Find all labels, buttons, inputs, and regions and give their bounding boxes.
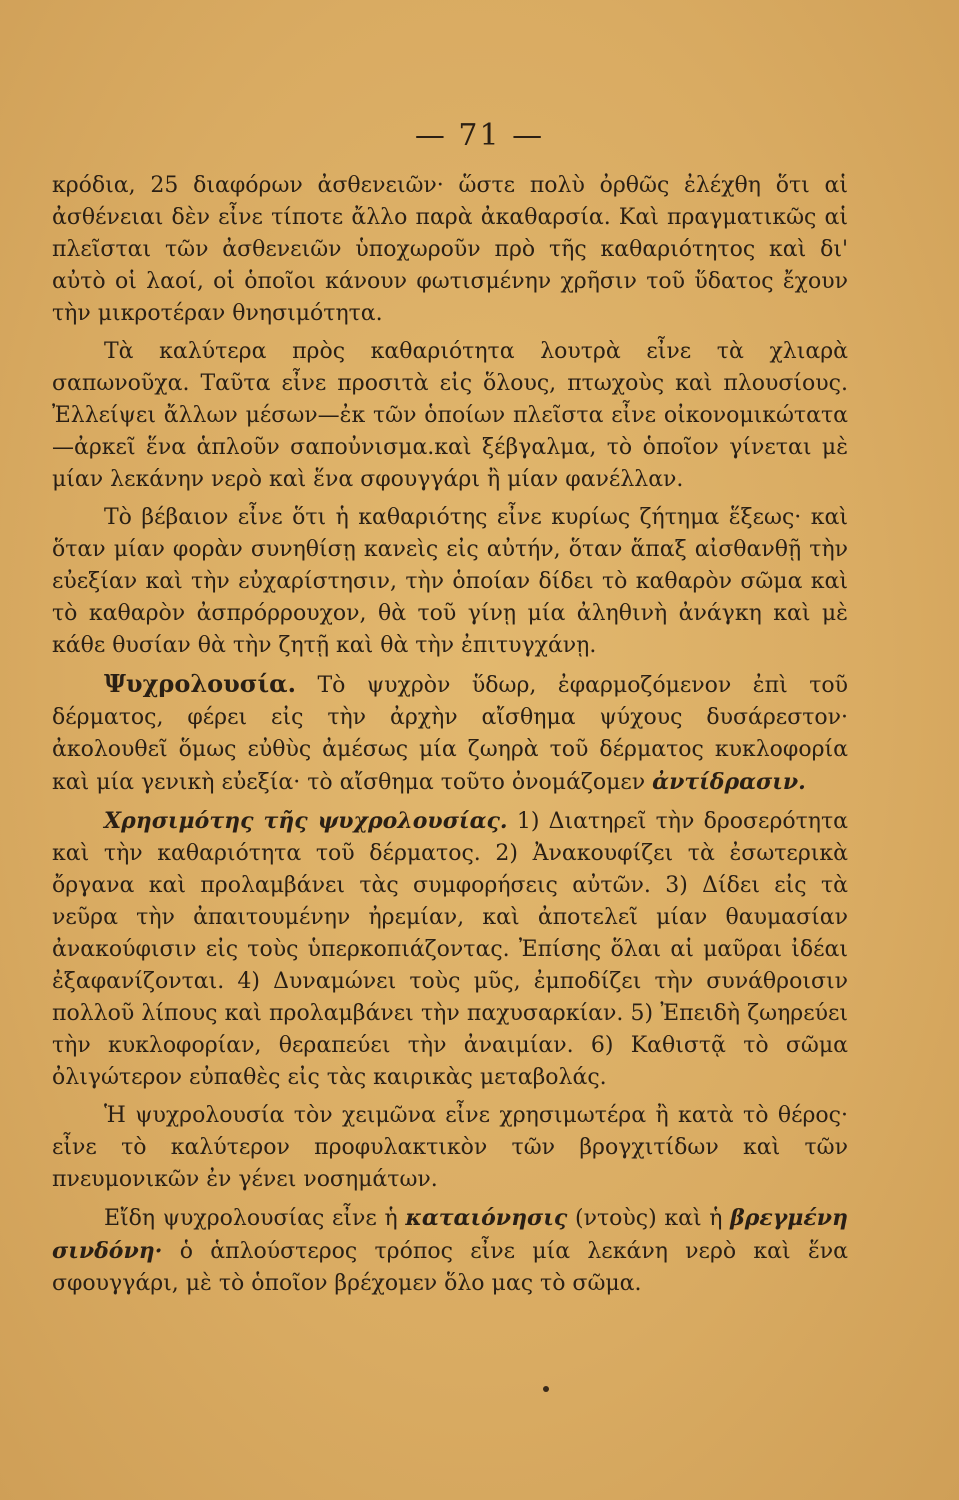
page-number: — 71 — — [414, 118, 545, 153]
section-heading-cold-bath: Ψυχρολουσία. — [104, 669, 296, 698]
paragraph-7-part-a: Εἴδη ψυχρολουσίας εἶνε ἡ — [104, 1206, 406, 1231]
paragraph-7-part-b: (ντοὺς) καὶ ἡ — [567, 1206, 731, 1231]
page-text — [52, 170, 848, 1300]
section-heading-usefulness: Χρησιμότης τῆς ψυχρολουσίας. — [104, 808, 508, 834]
paragraph-5 — [52, 805, 848, 1094]
paragraph-4-body: Τὸ ψυχρὸν ὕδωρ, ἐφαρμοζόμενον ἐπὶ τοῦ δέρματος, φέρει εἰς τὴν ἀρχὴν αἴσθημα ψύχους δυσάρεστον· ἀκολουθεῖ ὅμως εὐθὺς ἀμέσως μία ζωηρὰ τοῦ δέρματος κυκλοφορία καὶ μία γενικὴ εὐεξία· τὸ αἴσθημα τοῦτο ὀνομάζομεν — [52, 673, 848, 795]
term-reaction: ἀντίδρασιν. — [652, 769, 806, 795]
paragraph-7-part-c: ὁ ἁπλούστερος τρόπος εἶνε μία λεκάνη νερὸ καὶ ἕνα σφουγγάρι, μὲ τὸ ὁποῖον βρέχομεν ὅλο μας τὸ σῶμα. — [52, 1239, 848, 1296]
paragraph-6: Ἡ ψυχρολουσία τὸν χειμῶνα εἶνε χρησιμωτέρα ἢ κατὰ τὸ θέρος· εἶνε τὸ καλύτερον προφυλακτικὸν τῶν βρογχιτίδων καὶ τῶν πνευμονικῶν ἐν γένει νοσημάτων. — [52, 1103, 848, 1192]
ink-speck — [543, 1386, 549, 1392]
paragraph-4 — [52, 668, 848, 799]
term-wet-sheet: βρεγμένη σινδόνη· — [52, 1205, 848, 1264]
term-shower: καταιόνησις — [405, 1205, 568, 1231]
paragraph-3: Τὸ βέβαιον εἶνε ὅτι ἡ καθαριότης εἶνε κυρίως ζήτημα ἕξεως· καὶ ὅταν μίαν φορὰν συνηθίσῃ κανεὶς εἰς αὐτήν, ὅταν ἅπαξ αἰσθανθῇ τὴν εὐεξίαν καὶ τὴν εὐχαρίστησιν, τὴν ὁποίαν δίδει τὸ καθαρὸν σῶμα καὶ τὸ καθαρὸν ἀσπρόρρουχον, θὰ τοῦ γίνῃ μία ἀληθινὴ ἀνάγκη καὶ μὲ κάθε θυσίαν θὰ τὴν ζητῇ καὶ θὰ τὴν ἐπιτυγχάνῃ. — [52, 505, 848, 658]
paragraph-2: Τὰ καλύτερα πρὸς καθαριότητα λουτρὰ εἶνε τὰ χλιαρὰ σαπωνοῦχα. Ταῦτα εἶνε προσιτὰ εἰς ὅλους, πτωχοὺς καὶ πλουσίους. Ἐλλείψει ἄλλων μέσων—ἐκ τῶν ὁποίων πλεῖστα εἶνε οἰκονομικώτατα—ἀρκεῖ ἕνα ἁπλοῦν σαποὐνισμα.καὶ ξέβγαλμα, τὸ ὁποῖον γίνεται μὲ μίαν λεκάνην νερὸ καὶ ἕνα σφουγγάρι ἢ μίαν φανέλλαν. — [52, 339, 848, 492]
paragraph-7 — [52, 1202, 848, 1300]
paragraph-5-body: 1) Διατηρεῖ τὴν δροσερότητα καὶ τὴν καθαριότητα τοῦ δέρματος. 2) Ἀνακουφίζει τὰ ἐσωτερικὰ ὄργανα καὶ προλαμβάνει τὰς συμφορήσεις αὐτῶν. 3) Δίδει εἰς τὰ νεῦρα τὴν ἀπαιτουμένην ἠρεμίαν, καὶ ἀποτελεῖ μίαν θαυμασίαν ἀνακούφισιν εἰς τοὺς ὑπερκοπιάζοντας. Ἐπίσης ὅλαι αἱ μαῦραι ἰδέαι ἐξαφανίζονται. 4) Δυναμώνει τοὺς μῦς, ἐμποδίζει τὴν συνάθροισιν πολλοῦ λίπους καὶ προλαμβάνει τὴν παχυσαρκίαν. 5) Ἐπειδὴ ζωηρεύει τὴν κυκλοφορίαν, θεραπεύει τὴν ἀναιμίαν. 6) Καθιστᾷ τὸ σῶμα ὀλιγώτερον εὐπαθὲς εἰς τὰς καιρικὰς μεταβολάς. — [52, 809, 848, 1090]
paragraph-1: κρόδια, 25 διαφόρων ἀσθενειῶν· ὥστε πολὺ ὀρθῶς ἐλέχθη ὅτι αἱ ἀσθένειαι δὲν εἶνε τίποτε ἄλλο παρὰ ἀκαθαρσία. Καὶ πραγματικῶς αἱ πλεῖσται τῶν ἀσθενειῶν ὑποχωροῦν πρὸ τῆς καθαριότητος καὶ δι' αὐτὸ οἱ λαοί, οἱ ὁποῖοι κάνουν φωτισμένην χρῆσιν τοῦ ὕδατος ἔχουν τὴν μικροτέραν θνησιμότητα. — [52, 173, 848, 326]
